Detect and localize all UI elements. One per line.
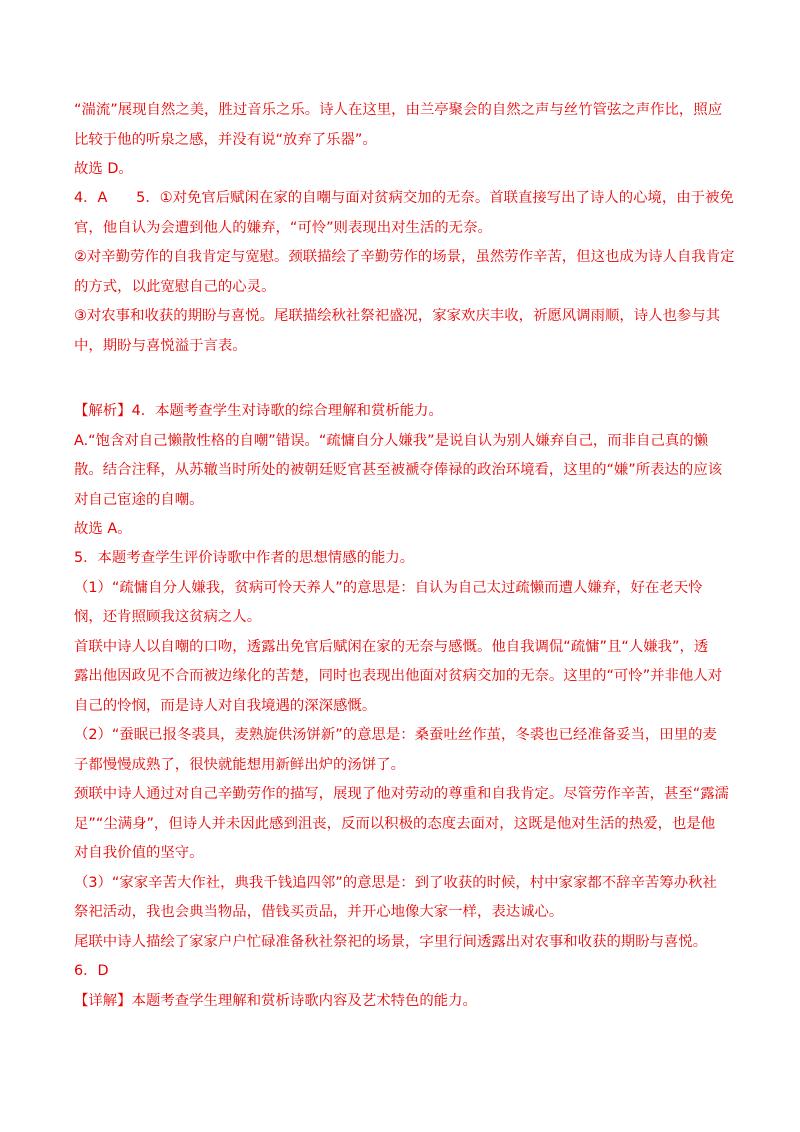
text-line: 的方式，以此宽慰自己的心灵。 (74, 279, 276, 295)
text-line: 露出他因政见不合而被边缘化的苦楚，同时也表现出他面对贫病交加的无奈。这里的“可怜”并非他人对 (74, 668, 723, 684)
text-line: 5．本题考查学生评价诗歌中作者的思想情感的能力。 (74, 550, 415, 566)
text-line: （3）“家家辛苦大作社，典我千钱追四邻”的意思是：到了收获的时候，村中家家都不辞辛苦筹办秋社 (74, 875, 717, 891)
text-line: 祭祀活动，我也会典当物品，借钱买贡品，并开心地像大家一样，表达诚心。 (74, 904, 564, 920)
text-line: 首联中诗人以自嘲的口吻，透露出免官后赋闲在家的无奈与感慨。他自我调侃“疏慵”且“人嫌我”，透 (74, 639, 709, 655)
text-line: 中，期盼与喜悦溢于言表。 (74, 338, 247, 354)
text-line: 足”“尘满身”，但诗人并未因此感到沮丧，反而以积极的态度去面对，这既是他对生活的热爱，也是他 (74, 816, 716, 832)
text-line: 对自己宦途的自嘲。 (74, 492, 204, 508)
text-line: 【解析】4．本题考查学生对诗歌的综合理解和赏析能力。 (74, 403, 443, 419)
text-line: 6．D (74, 963, 109, 979)
text-line: 官，他自认为会遭到他人的嫌弃，“可怜”则表现出对生活的无奈。 (74, 220, 492, 236)
text-line: 子都慢慢成熟了，很快就能想用新鲜出炉的汤饼了。 (74, 757, 405, 773)
text-line: 【详解】本题考查学生理解和赏析诗歌内容及艺术特色的能力。 (74, 993, 477, 1009)
text-line: 故选 A。 (74, 521, 132, 537)
text-line: 散。结合注释，从苏辙当时所处的被朝廷贬官甚至被褫夺俸禄的政治环境看，这里的“嫌”所表达的应该 (74, 462, 723, 478)
text-line: 故选 D。 (74, 161, 133, 177)
text-line: ②对辛勤劳作的自我肯定与宽慰。颈联描绘了辛勤劳作的场景，虽然劳作辛苦，但这也成为诗人自我肯定 (74, 249, 735, 265)
text-line: “湍流”展现自然之美，胜过音乐之乐。诗人在这里，由兰亭聚会的自然之声与丝竹管弦之声作比，照应 (74, 102, 723, 118)
text-line: （2）“蚕眠已报冬裘具，麦熟旋供汤饼新”的意思是：桑蚕吐丝作茧，冬裘也已经准备妥当，田里的麦 (74, 727, 717, 743)
text-line: 颈联中诗人通过对自己辛勤劳作的描写，展现了他对劳动的尊重和自我肯定。尽管劳作辛苦，甚至“露濡 (74, 786, 730, 802)
text-line: 对自我价值的坚守。 (74, 845, 204, 861)
text-line: 自己的怜悯，而是诗人对自我境遇的深深感慨。 (74, 698, 377, 714)
text-line: A.“饱含对自己懒散性格的自嘲”错误。“疏慵自分人嫌我”是说自认为别人嫌弃自己，而非自己真的懒 (74, 433, 709, 449)
text-line: 4．A 5．①对免官后赋闲在家的自嘲与面对贫病交加的无奈。首联直接写出了诗人的心境，由于被免 (74, 190, 734, 206)
text-line: 尾联中诗人描绘了家家户户忙碌准备秋社祭祀的场景，字里行间透露出对农事和收获的期盼与喜悦。 (74, 934, 708, 950)
text-line: 悯，还肯照顾我这贫病之人。 (74, 609, 262, 625)
text-line: ③对农事和收获的期盼与喜悦。尾联描绘秋社祭祀盛况，家家欢庆丰收，祈愿风调雨顺，诗人也参与其 (74, 308, 721, 324)
text-line: 比较于他的听泉之感，并没有说“放弃了乐器”。 (74, 132, 377, 148)
text-line: （1）“疏慵自分人嫌我，贫病可怜天养人”的意思是：自认为自己太过疏懒而遭人嫌弃，好在老天怜 (74, 580, 703, 596)
